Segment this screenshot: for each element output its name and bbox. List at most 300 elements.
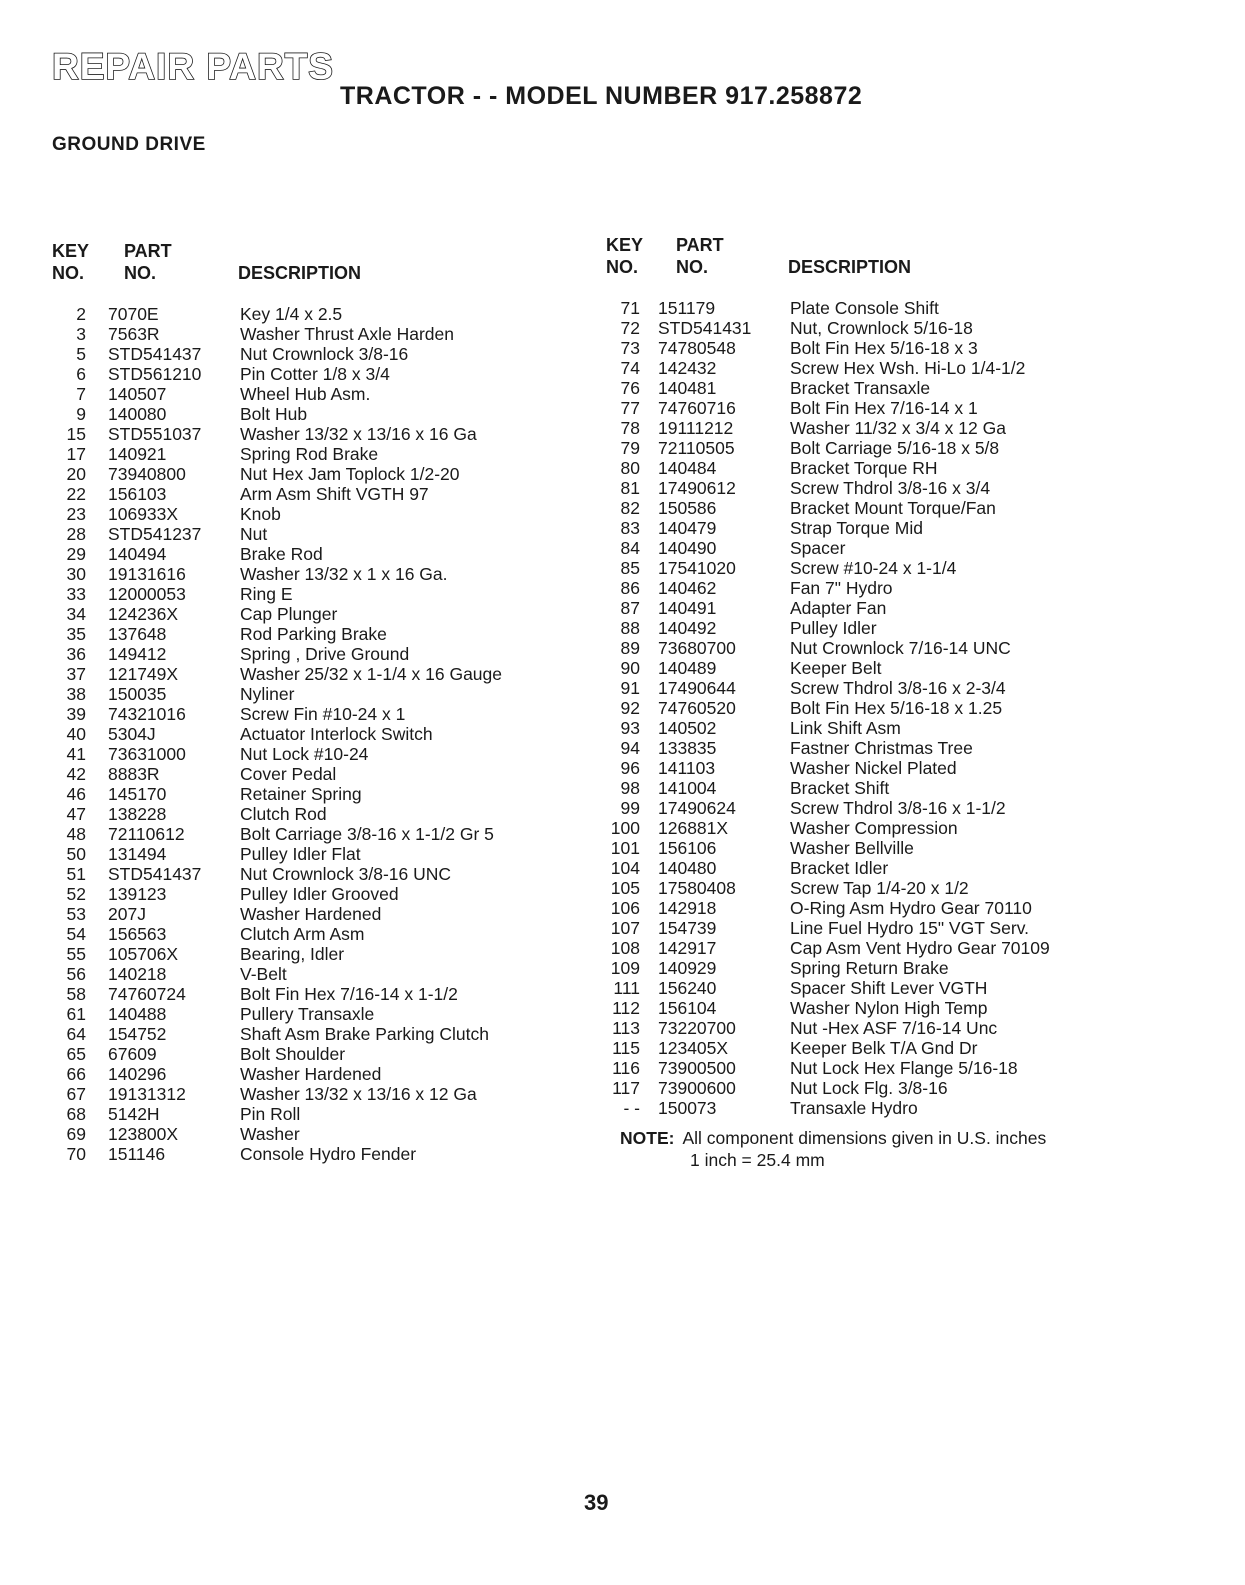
table-row [52, 944, 592, 964]
table-row [52, 924, 592, 944]
key-no: 9 [76, 404, 86, 424]
part-no: 140492 [658, 618, 717, 638]
key-no: 48 [66, 824, 86, 844]
key-no: 115 [612, 1038, 640, 1058]
table-row [606, 918, 1186, 938]
key-no: 41 [66, 744, 86, 764]
table-row [52, 664, 592, 684]
table-row [606, 558, 1186, 578]
part-description: Nyliner [240, 684, 295, 704]
key-no: 117 [612, 1078, 640, 1098]
key-no: 80 [620, 458, 640, 478]
part-description: Washer 11/32 x 3/4 x 12 Ga [790, 418, 1006, 438]
key-no: 99 [620, 798, 640, 818]
part-no: 149412 [108, 644, 167, 664]
key-no: 39 [66, 704, 86, 724]
dimensions-note [620, 1127, 1046, 1171]
key-no: 74 [620, 358, 640, 378]
table-row [606, 318, 1186, 338]
key-no: 85 [620, 558, 640, 578]
part-no: 150035 [108, 684, 167, 704]
part-description: Keeper Belk T/A Gnd Dr [790, 1038, 978, 1058]
key-no: 78 [620, 418, 640, 438]
table-row [52, 464, 592, 484]
part-description: Pin Cotter 1/8 x 3/4 [240, 364, 390, 384]
part-no: 121749X [108, 664, 179, 684]
part-no: 74760724 [108, 984, 186, 1004]
part-description: Bracket Transaxle [790, 378, 931, 398]
part-header-line2: NO. [676, 257, 709, 277]
key-no: 111 [613, 978, 640, 998]
part-description: Link Shift Asm [790, 718, 901, 738]
key-no: 70 [66, 1144, 86, 1164]
part-description: Bolt Carriage 5/16-18 x 5/8 [790, 438, 1000, 458]
part-description: Washer 13/32 x 1 x 16 Ga. [240, 564, 448, 584]
key-no: 29 [66, 544, 86, 564]
key-no: 73 [620, 338, 640, 358]
table-row [606, 438, 1186, 458]
part-description: Screw Thdrol 3/8-16 x 2-3/4 [790, 678, 1006, 698]
part-description: Bearing, Idler [240, 944, 345, 964]
table-row [606, 498, 1186, 518]
key-no: 33 [66, 584, 86, 604]
part-no: 139123 [108, 884, 167, 904]
key-no: 55 [66, 944, 86, 964]
part-no: 140921 [108, 444, 167, 464]
part-no: 124236X [108, 604, 179, 624]
part-description: Adapter Fan [790, 598, 887, 618]
key-no: 96 [620, 758, 640, 778]
part-no: 74760520 [658, 698, 736, 718]
part-description: O-Ring Asm Hydro Gear 70110 [790, 898, 1032, 918]
part-no: 140507 [108, 384, 167, 404]
part-no: 67609 [108, 1044, 157, 1064]
key-no: 53 [66, 904, 86, 924]
part-description: Cover Pedal [240, 764, 337, 784]
part-no: 151179 [658, 298, 716, 318]
key-no: 71 [620, 298, 640, 318]
part-no: 19131616 [108, 564, 186, 584]
part-no: 140479 [658, 518, 717, 538]
part-description: Pulley Idler [790, 618, 877, 638]
part-no: 5304J [108, 724, 156, 744]
part-description: Bracket Idler [790, 858, 889, 878]
part-no: 141103 [658, 758, 716, 778]
part-no: 74760716 [658, 398, 736, 418]
part-description: Washer Hardened [240, 1064, 382, 1084]
part-description: Bolt Fin Hex 7/16-14 x 1 [790, 398, 978, 418]
part-no: 73631000 [108, 744, 186, 764]
part-no: 156563 [108, 924, 167, 944]
part-no: 140502 [658, 718, 717, 738]
key-no: 2 [76, 304, 86, 324]
table-row [52, 544, 592, 564]
page-title: REPAIR PARTS [52, 46, 334, 87]
part-no: 73940800 [108, 464, 186, 484]
part-no: 156106 [658, 838, 717, 858]
part-description: Nut Crownlock 3/8-16 UNC [240, 864, 452, 884]
key-no: 65 [66, 1044, 86, 1064]
key-no: 34 [66, 604, 86, 624]
key-no: 68 [66, 1104, 86, 1124]
part-no: STD541437 [108, 344, 202, 364]
key-no: 89 [620, 638, 640, 658]
key-no: 17 [66, 444, 86, 464]
part-no-header [124, 240, 172, 284]
part-description: Spacer Shift Lever VGTH [790, 978, 988, 998]
table-row [52, 1144, 592, 1164]
table-row [52, 584, 592, 604]
key-no: 83 [620, 518, 640, 538]
key-no: 116 [612, 1058, 640, 1078]
table-row [606, 758, 1186, 778]
table-row [606, 398, 1186, 418]
key-no: 56 [66, 964, 86, 984]
key-no: 7 [76, 384, 86, 404]
key-no: 23 [66, 504, 86, 524]
part-description: Washer Thrust Axle Harden [240, 324, 454, 344]
part-no: 140080 [108, 404, 167, 424]
table-row [606, 538, 1186, 558]
part-no: 140218 [108, 964, 167, 984]
table-row [52, 1064, 592, 1084]
key-no: 79 [620, 438, 640, 458]
part-description: Nut Lock #10-24 [240, 744, 369, 764]
part-description: Retainer Spring [240, 784, 362, 804]
key-no: 87 [620, 598, 640, 618]
part-description: Spring Rod Brake [240, 444, 379, 464]
part-no: 150073 [658, 1098, 717, 1118]
part-description: Ring E [240, 584, 293, 604]
key-no: 84 [620, 538, 640, 558]
table-row [52, 364, 592, 384]
part-no: 140489 [658, 658, 717, 678]
part-header-line1: PART [676, 235, 724, 255]
part-no: 156240 [658, 978, 717, 998]
part-description: Nut Crownlock 7/16-14 UNC [790, 638, 1011, 658]
table-row [52, 884, 592, 904]
key-no: 69 [66, 1124, 86, 1144]
key-header-line2: NO. [606, 257, 639, 277]
key-no: 67 [66, 1084, 86, 1104]
part-no: 140296 [108, 1064, 167, 1084]
part-description: Key 1/4 x 2.5 [240, 304, 343, 324]
key-no: 98 [620, 778, 640, 798]
part-no: 74780548 [658, 338, 736, 358]
key-no: 105 [610, 878, 640, 898]
key-no: 51 [66, 864, 86, 884]
key-header-line2: NO. [52, 263, 85, 283]
part-no: 133835 [658, 738, 717, 758]
table-row [606, 938, 1186, 958]
part-no: 19111212 [658, 418, 734, 438]
table-row [606, 518, 1186, 538]
key-no: - - [623, 1098, 640, 1118]
part-no: 19131312 [108, 1084, 186, 1104]
part-description: Washer 13/32 x 13/16 x 16 Ga [240, 424, 477, 444]
key-no: 77 [620, 398, 640, 418]
table-row [52, 1124, 592, 1144]
part-description: Screw Thdrol 3/8-16 x 3/4 [790, 478, 991, 498]
part-no: 126881X [658, 818, 729, 838]
part-description: Screw Tap 1/4-20 x 1/2 [790, 878, 969, 898]
key-no: 5 [76, 344, 86, 364]
table-row [52, 964, 592, 984]
key-no: 3 [76, 324, 86, 344]
table-row [52, 744, 592, 764]
part-description: Nut Hex Jam Toplock 1/2-20 [240, 464, 460, 484]
table-row [606, 798, 1186, 818]
key-no: 113 [612, 1018, 640, 1038]
part-no: 142432 [658, 358, 717, 378]
table-row [606, 718, 1186, 738]
table-row [52, 904, 592, 924]
key-no: 92 [620, 698, 640, 718]
part-no: 17541020 [658, 558, 736, 578]
part-no: 5142H [108, 1104, 160, 1124]
part-description: Bolt Hub [240, 404, 308, 424]
key-no: 76 [620, 378, 640, 398]
part-no: 17490612 [658, 478, 736, 498]
part-description: Pullery Transaxle [240, 1004, 375, 1024]
table-row [606, 998, 1186, 1018]
table-row [52, 624, 592, 644]
key-no: 50 [66, 844, 86, 864]
page-number: 39 [584, 1490, 609, 1515]
part-description: Screw #10-24 x 1-1/4 [790, 558, 957, 578]
key-no: 30 [66, 564, 86, 584]
part-no: 156103 [108, 484, 167, 504]
table-row [52, 804, 592, 824]
part-description: Bracket Torque RH [790, 458, 938, 478]
part-no: 123800X [108, 1124, 179, 1144]
table-row [52, 424, 592, 444]
part-description: Brake Rod [240, 544, 323, 564]
part-no: 72110612 [108, 824, 185, 844]
part-no: 156104 [658, 998, 717, 1018]
table-row [52, 984, 592, 1004]
table-row [52, 444, 592, 464]
key-no: 64 [66, 1024, 86, 1044]
part-description: Nut -Hex ASF 7/16-14 Unc [790, 1018, 998, 1038]
parts-list-left [52, 304, 592, 1164]
part-no: 7070E [108, 304, 159, 324]
table-row [52, 344, 592, 364]
part-description: Bolt Fin Hex 7/16-14 x 1-1/2 [240, 984, 458, 1004]
table-row [606, 978, 1186, 998]
part-no: 138228 [108, 804, 167, 824]
key-no: 109 [610, 958, 640, 978]
part-description: Clutch Arm Asm [240, 924, 365, 944]
part-no: 154752 [108, 1024, 167, 1044]
part-no: 150586 [658, 498, 717, 518]
part-no: 145170 [108, 784, 167, 804]
part-description: Clutch Rod [240, 804, 327, 824]
table-row [606, 458, 1186, 478]
part-description: Washer Hardened [240, 904, 382, 924]
table-row [52, 724, 592, 744]
key-no: 36 [66, 644, 86, 664]
table-row [606, 338, 1186, 358]
part-no: 17490644 [658, 678, 736, 698]
part-description: Washer 13/32 x 13/16 x 12 Ga [240, 1084, 477, 1104]
table-row [606, 1078, 1186, 1098]
part-no: 131494 [108, 844, 167, 864]
table-row [606, 298, 1186, 318]
part-no: 73900500 [658, 1058, 736, 1078]
table-row [606, 898, 1186, 918]
part-description: Bracket Shift [790, 778, 890, 798]
table-row [52, 684, 592, 704]
key-no: 40 [66, 724, 86, 744]
part-description: Washer Nickel Plated [790, 758, 957, 778]
part-no: 142918 [658, 898, 717, 918]
part-no: 17580408 [658, 878, 736, 898]
part-description: Nut, Crownlock 5/16-18 [790, 318, 973, 338]
part-description: Cap Plunger [240, 604, 338, 624]
part-no: 106933X [108, 504, 179, 524]
key-no: 107 [610, 918, 640, 938]
part-no: 73220700 [658, 1018, 736, 1038]
part-no: 12000053 [108, 584, 186, 604]
part-no: 154739 [658, 918, 717, 938]
part-no: STD551037 [108, 424, 202, 444]
table-row [52, 784, 592, 804]
table-row [52, 1004, 592, 1024]
key-header-line1: KEY [606, 235, 644, 255]
key-no: 72 [620, 318, 640, 338]
part-no: 73680700 [658, 638, 736, 658]
key-header-line1: KEY [52, 241, 90, 261]
part-description: Spring Return Brake [790, 958, 949, 978]
parts-list-right [606, 298, 1186, 1118]
part-description: Washer Bellville [790, 838, 914, 858]
part-no: STD541437 [108, 864, 202, 884]
table-row [52, 324, 592, 344]
part-description: Rod Parking Brake [240, 624, 387, 644]
part-no: 140484 [658, 458, 717, 478]
table-row [606, 638, 1186, 658]
part-no: 123405X [658, 1038, 729, 1058]
part-no: STD541431 [658, 318, 752, 338]
table-row [606, 1038, 1186, 1058]
part-description: Screw Thdrol 3/8-16 x 1-1/2 [790, 798, 1006, 818]
table-row [606, 958, 1186, 978]
part-description: Nut Lock Flg. 3/8-16 [790, 1078, 948, 1098]
part-description: Washer [240, 1124, 300, 1144]
part-no: 105706X [108, 944, 179, 964]
key-no: 28 [66, 524, 86, 544]
key-no: 82 [620, 498, 640, 518]
key-no: 47 [66, 804, 86, 824]
part-description: Bolt Shoulder [240, 1044, 346, 1064]
table-row [52, 404, 592, 424]
part-no: 140494 [108, 544, 167, 564]
part-description: Spring , Drive Ground [240, 644, 410, 664]
part-description: Cap Asm Vent Hydro Gear 70109 [790, 938, 1050, 958]
table-row [52, 824, 592, 844]
part-description: Pin Roll [240, 1104, 301, 1124]
part-description: Console Hydro Fender [240, 1144, 417, 1164]
table-row [606, 598, 1186, 618]
table-row [52, 1104, 592, 1124]
part-description: V-Belt [240, 964, 287, 984]
table-row [52, 844, 592, 864]
part-no: 140480 [658, 858, 717, 878]
part-no: STD541237 [108, 524, 202, 544]
part-header-line1: PART [124, 241, 172, 261]
table-row [52, 1044, 592, 1064]
table-row [52, 864, 592, 884]
part-description: Line Fuel Hydro 15" VGT Serv. [790, 918, 1030, 938]
table-row [606, 578, 1186, 598]
part-no: 74321016 [108, 704, 186, 724]
part-no: 140490 [658, 538, 717, 558]
table-row [52, 484, 592, 504]
table-row [606, 1018, 1186, 1038]
part-no: 7563R [108, 324, 160, 344]
key-no: 52 [66, 884, 86, 904]
part-no: 73900600 [658, 1078, 736, 1098]
key-no: 35 [66, 624, 86, 644]
table-row [606, 618, 1186, 638]
table-row [52, 764, 592, 784]
key-no: 100 [610, 818, 640, 838]
part-no: 140929 [658, 958, 717, 978]
key-no-header [52, 240, 89, 284]
table-row [52, 504, 592, 524]
key-no: 37 [66, 664, 86, 684]
key-no-header [606, 234, 643, 278]
part-description: Screw Hex Wsh. Hi-Lo 1/4-1/2 [790, 358, 1026, 378]
section-heading: GROUND DRIVE [52, 134, 206, 155]
part-no: 72110505 [658, 438, 735, 458]
part-no: 207J [108, 904, 146, 924]
key-no: 54 [66, 924, 86, 944]
part-description: Screw Fin #10-24 x 1 [240, 704, 406, 724]
part-no: 140491 [658, 598, 717, 618]
key-no: 38 [66, 684, 86, 704]
key-no: 106 [610, 898, 640, 918]
table-row [606, 418, 1186, 438]
table-row [606, 1058, 1186, 1078]
part-description: Washer 25/32 x 1-1/4 x 16 Gauge [240, 664, 503, 684]
note-label: NOTE: [620, 1128, 675, 1148]
key-no: 20 [66, 464, 86, 484]
part-description: Nut Lock Hex Flange 5/16-18 [790, 1058, 1018, 1078]
table-row [606, 1098, 1186, 1118]
part-description: Shaft Asm Brake Parking Clutch [240, 1024, 489, 1044]
part-no: 17490624 [658, 798, 736, 818]
table-row [606, 378, 1186, 398]
part-description: Pulley Idler Grooved [240, 884, 399, 904]
table-row [606, 478, 1186, 498]
part-description: Actuator Interlock Switch [240, 724, 433, 744]
part-description: Plate Console Shift [790, 298, 939, 318]
part-no: 151146 [108, 1144, 166, 1164]
key-no: 104 [610, 858, 640, 878]
part-description: Bolt Carriage 3/8-16 x 1-1/2 Gr 5 [240, 824, 494, 844]
part-description: Nut [240, 524, 268, 544]
part-description: Pulley Idler Flat [240, 844, 361, 864]
part-no: 141004 [658, 778, 717, 798]
table-row [606, 358, 1186, 378]
table-row [52, 644, 592, 664]
description-header: DESCRIPTION [238, 263, 362, 283]
key-no: 58 [66, 984, 86, 1004]
part-no-header [676, 234, 724, 278]
table-row [606, 658, 1186, 678]
